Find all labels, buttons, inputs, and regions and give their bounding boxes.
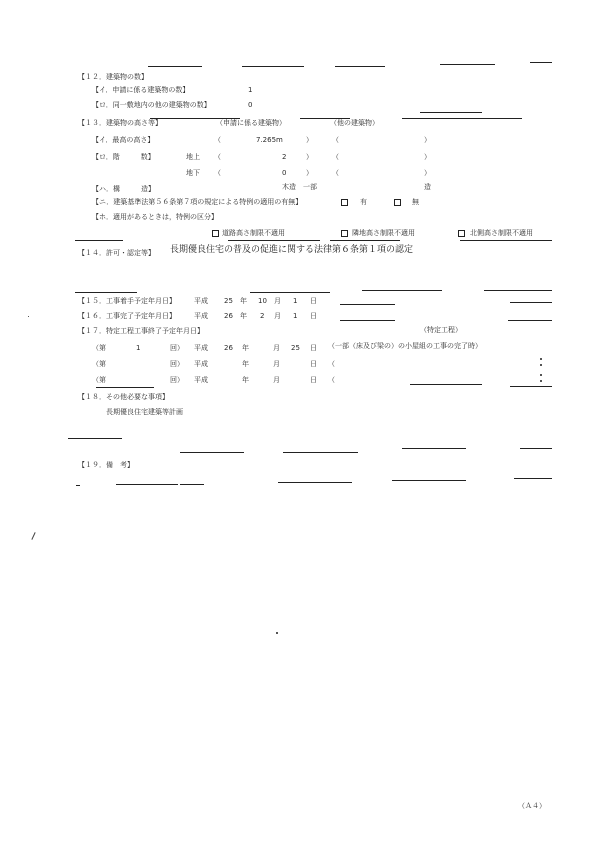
divider-line <box>402 448 466 449</box>
other-building-count-label: 【ロ．同一敷地内の他の建築物の数】 <box>92 101 211 109</box>
milestone-number: 1 <box>136 344 141 352</box>
month-unit: 月 <box>273 376 280 384</box>
completion-day: 1 <box>293 312 298 320</box>
section-18-heading: 【１８．その他必要な事項】 <box>78 393 169 401</box>
year-unit: 年 <box>240 312 247 320</box>
divider-line <box>340 304 395 305</box>
divider-line <box>392 480 466 481</box>
milestone-ordinal: （第 <box>92 376 106 384</box>
paren-close: ） <box>424 153 431 161</box>
completion-year: 26 <box>224 312 233 320</box>
divider-line <box>440 64 495 65</box>
milestone-year: 26 <box>224 344 233 352</box>
divider-line <box>250 292 330 293</box>
paren-open: （ <box>332 136 339 144</box>
day-unit: 日 <box>310 312 317 320</box>
divider-line <box>278 482 352 483</box>
section-17-heading: 【１７．特定工程工事終了予定年月日】 <box>78 327 204 335</box>
year-unit: 年 <box>242 376 249 384</box>
section-19-heading: 【１９．備 考】 <box>78 461 134 469</box>
month-unit: 月 <box>273 360 280 368</box>
year-unit: 年 <box>240 297 247 305</box>
day-unit: 日 <box>310 376 317 384</box>
divider-line <box>75 240 123 241</box>
divider-line <box>510 386 552 387</box>
bracket-mark <box>540 364 542 366</box>
exception-category-label: 【ホ．適用があるときは，特例の区分】 <box>92 213 218 221</box>
divider-line <box>180 452 244 453</box>
structure-label: 【ハ．構 造】 <box>92 185 155 193</box>
milestone-description: （ <box>328 360 335 368</box>
exception-yes-checkbox[interactable] <box>341 199 348 206</box>
section-12-heading: 【１２．建築物の数】 <box>78 73 148 81</box>
floors-label: 【ロ．階 数】 <box>92 153 155 161</box>
milestone-kai: 回） <box>170 344 184 352</box>
milestone-kai: 回） <box>170 360 184 368</box>
milestone-era: 平成 <box>194 344 208 352</box>
exception-no-checkbox[interactable] <box>394 199 401 206</box>
month-unit: 月 <box>274 312 281 320</box>
max-height-label: 【イ．最高の高さ】 <box>92 136 155 144</box>
road-height-exempt-label: 道路高さ制限不適用 <box>222 229 285 237</box>
milestone-description: （ <box>328 376 335 384</box>
above-ground-floors-value: 2 <box>282 153 287 161</box>
scan-mark <box>276 632 278 634</box>
divider-line <box>68 438 122 439</box>
divider-line <box>335 66 385 67</box>
paren-open: （ <box>214 153 221 161</box>
building-count-label: 【イ．申請に係る建築物の数】 <box>92 86 190 94</box>
approval-handwritten-text: 長期優良住宅の普及の促進に関する法律第６条第１項の認定 <box>170 245 414 255</box>
specific-process-note: （特定工程） <box>420 326 462 334</box>
divider-line <box>96 387 154 388</box>
milestone-era: 平成 <box>194 376 208 384</box>
divider-line <box>116 484 178 485</box>
structure-suffix: 造 <box>424 183 431 191</box>
scan-mark <box>28 316 29 317</box>
divider-line <box>148 66 202 67</box>
divider-line <box>514 478 552 479</box>
year-unit: 年 <box>242 360 249 368</box>
bracket-mark <box>540 380 542 382</box>
exception-yes-label: 有 <box>360 198 367 206</box>
section-14-heading: 【１４．許可・認定等】 <box>78 249 155 257</box>
divider-line <box>283 452 358 453</box>
paren-open: （ <box>214 169 221 177</box>
north-height-exempt-checkbox[interactable] <box>458 230 465 237</box>
other-building-column-header: （他の建築物） <box>330 119 379 127</box>
divider-line <box>460 240 552 241</box>
divider-line <box>520 448 552 449</box>
divider-line <box>484 290 552 291</box>
road-height-exempt-checkbox[interactable] <box>212 230 219 237</box>
above-ground-label: 地上 <box>186 153 200 161</box>
start-day: 1 <box>293 297 298 305</box>
divider-line <box>510 302 552 303</box>
section-13-heading: 【１３．建築物の高さ等】 <box>78 119 162 127</box>
section-15-heading: 【１５．工事着手予定年月日】 <box>78 297 176 305</box>
paren-close: ） <box>306 153 313 161</box>
building-count-value: 1 <box>248 86 253 94</box>
milestone-era: 平成 <box>194 360 208 368</box>
year-unit: 年 <box>242 344 249 352</box>
paren-close: ） <box>424 136 431 144</box>
paren-open: （ <box>332 169 339 177</box>
north-height-exempt-label: 北側高さ制限不適用 <box>470 229 533 237</box>
start-month: 10 <box>258 297 267 305</box>
bracket-mark <box>540 374 542 376</box>
structure-value: 木造 一部 <box>282 183 317 191</box>
start-year: 25 <box>224 297 233 305</box>
milestone-ordinal: （第 <box>92 344 106 352</box>
day-unit: 日 <box>310 360 317 368</box>
other-matters-value: 長期優良住宅建築等計画 <box>106 408 183 416</box>
article56-exception-label: 【ニ．建築基準法第５６条第７項の規定による特例の適用の有無】 <box>92 198 303 206</box>
max-height-value: 7.265m <box>256 136 283 144</box>
divider-line <box>410 384 482 385</box>
divider-line <box>530 62 552 63</box>
milestone-kai: 回） <box>170 376 184 384</box>
start-era: 平成 <box>194 297 208 305</box>
paren-close: ） <box>306 136 313 144</box>
below-ground-floors-value: 0 <box>282 169 287 177</box>
divider-line <box>402 118 522 119</box>
divider-line <box>75 292 137 293</box>
bracket-mark <box>540 358 542 360</box>
divider-line <box>508 320 552 321</box>
paren-close: ） <box>306 169 313 177</box>
completion-era: 平成 <box>194 312 208 320</box>
divider-line <box>76 485 80 486</box>
paper-size-code: （Ａ４） <box>518 802 546 810</box>
milestone-day: 25 <box>291 344 300 352</box>
day-unit: 日 <box>310 344 317 352</box>
milestone-ordinal: （第 <box>92 360 106 368</box>
month-unit: 月 <box>273 344 280 352</box>
adjacent-height-exempt-label: 隣地高さ制限不適用 <box>352 229 415 237</box>
day-unit: 日 <box>310 297 317 305</box>
other-building-count-value: 0 <box>248 101 253 109</box>
completion-month: 2 <box>260 312 265 320</box>
section-16-heading: 【１６．工事完了予定年月日】 <box>78 312 176 320</box>
exception-no-label: 無 <box>412 198 419 206</box>
divider-line <box>330 240 400 241</box>
below-ground-label: 地下 <box>186 169 200 177</box>
divider-line <box>180 484 204 485</box>
divider-line <box>420 112 482 113</box>
scan-mark <box>31 532 35 540</box>
paren-open: （ <box>332 153 339 161</box>
paren-open: （ <box>214 136 221 144</box>
milestone-description: （一部（床及び梁の）の小屋組の工事の完了時） <box>328 342 482 350</box>
divider-line <box>228 240 320 241</box>
applicant-building-column-header: （申請に係る建築物） <box>216 119 286 127</box>
month-unit: 月 <box>274 297 281 305</box>
divider-line <box>242 66 304 67</box>
divider-line <box>340 320 395 321</box>
paren-close: ） <box>424 169 431 177</box>
divider-line <box>362 290 442 291</box>
adjacent-height-exempt-checkbox[interactable] <box>341 230 348 237</box>
